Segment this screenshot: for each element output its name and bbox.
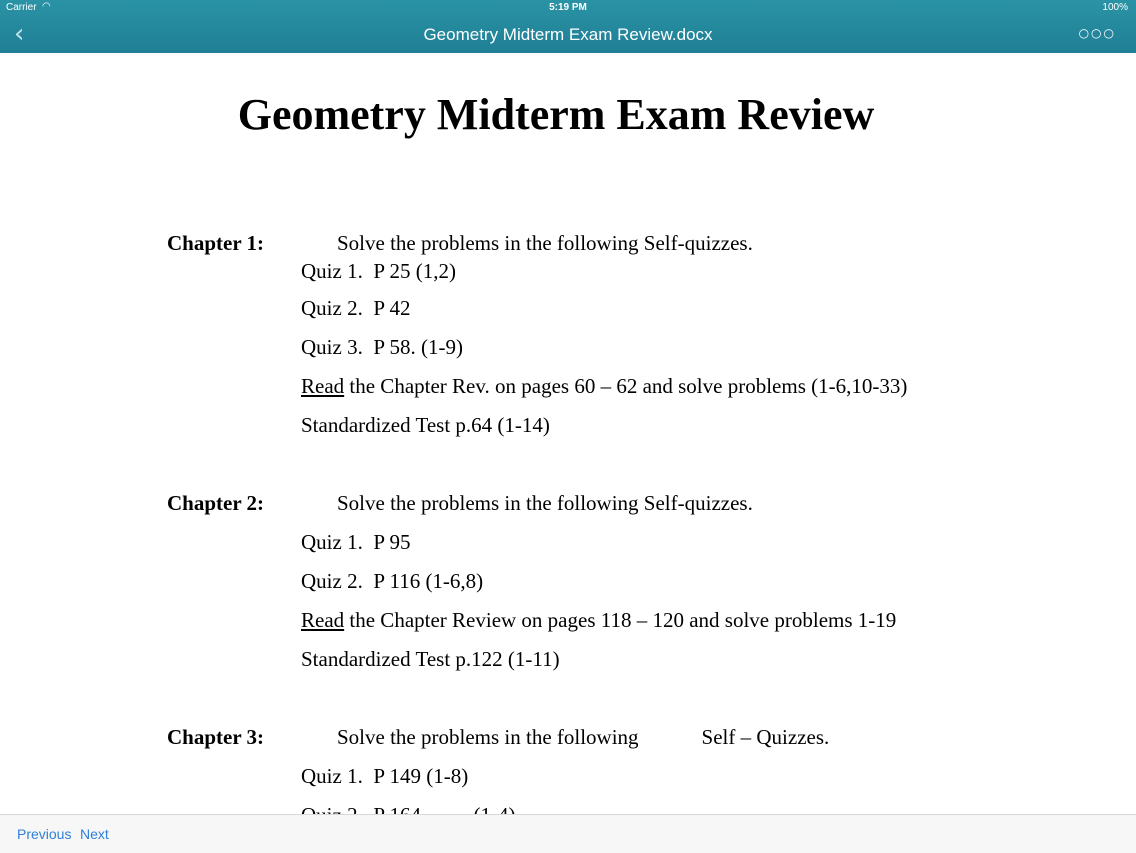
previous-button[interactable]: Previous	[17, 826, 72, 842]
list-item-text: the Chapter Review on pages 118 – 120 and solve problems 1-19	[344, 608, 897, 632]
next-button[interactable]: Next	[80, 826, 109, 842]
list-item-text: the Chapter Rev. on pages 60 – 62 and solve problems (1-6,10-33)	[344, 374, 908, 398]
read-underlined: Read	[301, 608, 345, 632]
chapter-1-intro: Solve the problems in the following Self-quizzes.	[337, 231, 753, 255]
more-button[interactable]	[1079, 26, 1116, 40]
status-time: 5:19 PM	[549, 2, 587, 13]
list-item	[301, 374, 907, 399]
list-item: Standardized Test p.64 (1-14)	[301, 413, 550, 437]
document-title: Geometry Midterm Exam Review.docx	[423, 25, 713, 44]
battery-label: 100%	[1102, 2, 1128, 13]
chevron-left-icon: ‹	[14, 19, 25, 49]
list-item: Quiz 1. P 25 (1,2)	[301, 259, 456, 283]
list-item: Quiz 1. P 149 (1-8)	[301, 764, 469, 788]
carrier-label: Carrier	[6, 2, 37, 13]
list-item	[301, 608, 896, 633]
bottom-toolbar	[0, 814, 1136, 853]
chapter-2-intro: Solve the problems in the following Self-quizzes.	[337, 491, 753, 515]
document-viewer[interactable]	[0, 53, 1136, 814]
list-item: Quiz 2. P 116 (1-6,8)	[301, 569, 484, 593]
chapter-2-label: Chapter 2:	[167, 491, 265, 515]
list-item: Standardized Test p.122 (1-11)	[301, 647, 560, 671]
navigation-bar	[0, 0, 1136, 53]
chapter-3-label: Chapter 3:	[167, 725, 265, 749]
document-heading: Geometry Midterm Exam Review	[237, 90, 875, 139]
list-item: Quiz 1. P 95	[301, 530, 411, 554]
read-underlined: Read	[301, 374, 345, 398]
chapter-1-label: Chapter 1:	[167, 231, 265, 255]
list-item: Quiz 3. P 58. (1-9)	[301, 335, 463, 359]
chapter-3-intro: Solve the problems in the following Self – Quizzes.	[337, 725, 830, 749]
list-item: Quiz 2. P 42	[301, 296, 411, 320]
ellipsis-icon: ○○○	[1078, 26, 1116, 40]
wifi-icon: ◠	[42, 1, 51, 12]
